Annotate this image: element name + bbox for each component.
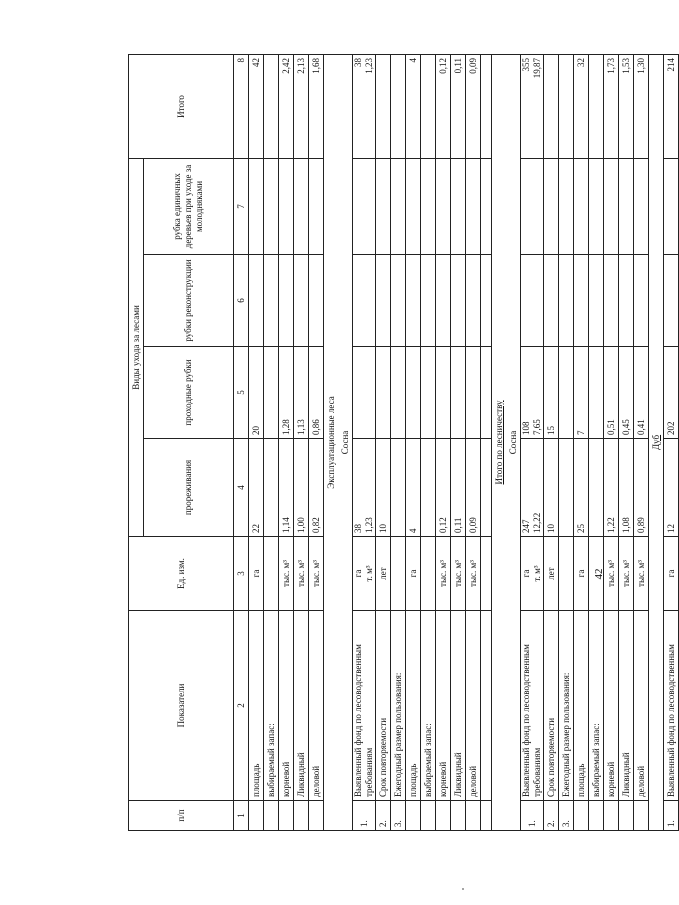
cell-single-tree bbox=[249, 158, 264, 254]
cell-single-tree bbox=[521, 158, 544, 254]
cell-passage: 202 bbox=[664, 347, 679, 439]
cell-thinning: 1,14 bbox=[279, 439, 294, 537]
cell-total: 355 19,87 bbox=[521, 54, 544, 158]
cell-unit: тыс. м³ bbox=[436, 537, 451, 611]
cell-passage: 20 bbox=[249, 347, 264, 439]
cell-passage: 0,45 bbox=[619, 347, 634, 439]
cell-num: 2. bbox=[376, 801, 391, 831]
index-cell: 8 bbox=[234, 54, 249, 158]
cell-indicator: корневой bbox=[604, 611, 619, 801]
table-row bbox=[521, 54, 544, 830]
index-cell: 4 bbox=[234, 439, 249, 537]
cell-reconstruction bbox=[664, 255, 679, 347]
cell-num: 1. bbox=[521, 801, 544, 831]
index-cell: 3 bbox=[234, 537, 249, 611]
cell-passage: 1,28 bbox=[279, 347, 294, 439]
cell-reconstruction bbox=[619, 255, 634, 347]
cell-reconstruction bbox=[466, 255, 481, 347]
section-title: Эксплуатационные леса bbox=[325, 396, 336, 489]
cell-single-tree bbox=[664, 158, 679, 254]
cell-num: 3. bbox=[391, 801, 406, 831]
empty-cell bbox=[481, 158, 492, 254]
cell-indicator: Ежегодный размер пользования: bbox=[559, 611, 574, 801]
cell-indicator: корневой bbox=[279, 611, 294, 801]
cell-reconstruction bbox=[436, 255, 451, 347]
header-total: Итого bbox=[129, 54, 234, 158]
cell-passage bbox=[466, 347, 481, 439]
cell-num bbox=[249, 801, 264, 831]
cell-reconstruction bbox=[406, 255, 421, 347]
table-row bbox=[604, 54, 619, 830]
cell-num: 1. bbox=[664, 801, 679, 831]
cell-thinning bbox=[421, 439, 436, 537]
cell-unit: га т. м³ bbox=[353, 537, 376, 611]
cell-reconstruction bbox=[521, 255, 544, 347]
table-row bbox=[664, 54, 679, 830]
cell-num bbox=[279, 801, 294, 831]
cell-unit bbox=[391, 537, 406, 611]
empty-cell bbox=[481, 801, 492, 831]
table-row bbox=[406, 54, 421, 830]
cell-indicator: Ежегодный размер пользования: bbox=[391, 611, 406, 801]
empty-cell bbox=[481, 255, 492, 347]
cell-single-tree bbox=[574, 158, 589, 254]
cell-passage bbox=[436, 347, 451, 439]
cell-single-tree bbox=[544, 158, 559, 254]
section-cell bbox=[506, 54, 521, 830]
cell-passage bbox=[391, 347, 406, 439]
table-row bbox=[451, 54, 466, 830]
cell-unit: лет bbox=[544, 537, 559, 611]
cell-total: 0,09 bbox=[466, 54, 481, 158]
cell-num bbox=[466, 801, 481, 831]
cell-indicator: выбираемый запас: bbox=[264, 611, 279, 801]
cell-thinning: 1,00 bbox=[294, 439, 309, 537]
cell-passage: 108 7,65 bbox=[521, 347, 544, 439]
table-row bbox=[294, 54, 309, 830]
cell-num bbox=[634, 801, 649, 831]
cell-indicator: Срок повторяемости bbox=[376, 611, 391, 801]
cell-total: 42 bbox=[249, 54, 264, 158]
cell-passage bbox=[559, 347, 574, 439]
cell-single-tree bbox=[436, 158, 451, 254]
cell-thinning: 38 1,23 bbox=[353, 439, 376, 537]
cell-total: 1,68 bbox=[309, 54, 324, 158]
table-row bbox=[249, 54, 264, 830]
cell-total bbox=[544, 54, 559, 158]
table-row bbox=[421, 54, 436, 830]
cell-num bbox=[436, 801, 451, 831]
cell-single-tree bbox=[376, 158, 391, 254]
cell-unit: тыс. м³ bbox=[294, 537, 309, 611]
cell-total: 38 1,23 bbox=[353, 54, 376, 158]
rotated-table-wrapper bbox=[128, 55, 676, 831]
cell-passage: 0,86 bbox=[309, 347, 324, 439]
cell-passage: 0,51 bbox=[604, 347, 619, 439]
section-title: Дуб bbox=[650, 434, 661, 451]
section-row bbox=[649, 54, 664, 830]
cell-num bbox=[406, 801, 421, 831]
cell-unit: га bbox=[249, 537, 264, 611]
cell-reconstruction bbox=[559, 255, 574, 347]
cell-total: 32 bbox=[574, 54, 589, 158]
header-single-tree-cutting: рубка единичных деревьев при уходе за молодняками bbox=[144, 158, 234, 254]
cell-thinning: 247 12,22 bbox=[521, 439, 544, 537]
cell-passage bbox=[421, 347, 436, 439]
cell-num bbox=[574, 801, 589, 831]
spacer-row bbox=[481, 54, 492, 830]
cell-thinning: 22 bbox=[249, 439, 264, 537]
cell-thinning: 0,89 bbox=[634, 439, 649, 537]
cell-reconstruction bbox=[249, 255, 264, 347]
cell-num bbox=[451, 801, 466, 831]
table-row bbox=[264, 54, 279, 830]
cell-indicator: площадь bbox=[574, 611, 589, 801]
section-title: Итого по лесничеству bbox=[493, 400, 504, 485]
cell-single-tree bbox=[619, 158, 634, 254]
section-cell bbox=[324, 54, 339, 830]
section-title: Сосна bbox=[507, 430, 518, 455]
header-group-care-types: Виды ухода за лесами bbox=[129, 158, 144, 536]
cell-single-tree bbox=[451, 158, 466, 254]
header-passage-cutting: проходные рубки bbox=[144, 347, 234, 439]
empty-cell bbox=[481, 54, 492, 158]
cell-unit bbox=[421, 537, 436, 611]
header-thinning: прореживания bbox=[144, 439, 234, 537]
table-body bbox=[249, 54, 679, 830]
table-row bbox=[559, 54, 574, 830]
index-row bbox=[234, 54, 249, 830]
header-indicators: Показатели bbox=[129, 611, 234, 801]
table-row bbox=[466, 54, 481, 830]
empty-cell bbox=[481, 611, 492, 801]
cell-thinning bbox=[589, 439, 604, 537]
index-cell: 7 bbox=[234, 158, 249, 254]
cell-passage: 15 bbox=[544, 347, 559, 439]
cell-total: 4 bbox=[406, 54, 421, 158]
cell-reconstruction bbox=[421, 255, 436, 347]
cell-single-tree bbox=[294, 158, 309, 254]
header-reconstruction-cutting: рубки реконструкции bbox=[144, 255, 234, 347]
table-row bbox=[589, 54, 604, 830]
cell-unit bbox=[559, 537, 574, 611]
table-row bbox=[279, 54, 294, 830]
cell-unit: тыс. м³ bbox=[619, 537, 634, 611]
scan-speck bbox=[462, 888, 464, 890]
cell-unit bbox=[264, 537, 279, 611]
cell-total bbox=[264, 54, 279, 158]
cell-num bbox=[421, 801, 436, 831]
cell-total: 1,73 bbox=[604, 54, 619, 158]
cell-single-tree bbox=[309, 158, 324, 254]
cell-indicator: деловой bbox=[309, 611, 324, 801]
section-row bbox=[492, 54, 507, 830]
cell-unit: тыс. м³ bbox=[634, 537, 649, 611]
table-row bbox=[391, 54, 406, 830]
cell-unit: га bbox=[664, 537, 679, 611]
cell-single-tree bbox=[589, 158, 604, 254]
cell-passage bbox=[353, 347, 376, 439]
cell-reconstruction bbox=[634, 255, 649, 347]
cell-thinning: 0,11 bbox=[451, 439, 466, 537]
cell-unit: лет bbox=[376, 537, 391, 611]
cell-total: 0,12 bbox=[436, 54, 451, 158]
cell-thinning: 12 bbox=[664, 439, 679, 537]
cell-num: 2. bbox=[544, 801, 559, 831]
cell-single-tree bbox=[353, 158, 376, 254]
empty-cell bbox=[481, 537, 492, 611]
cell-indicator: Выявленный фонд по лесоводственным требованиям bbox=[521, 611, 544, 801]
page-number: 42 bbox=[593, 568, 605, 580]
cell-single-tree bbox=[406, 158, 421, 254]
cell-num bbox=[294, 801, 309, 831]
section-row bbox=[338, 54, 353, 830]
cell-reconstruction bbox=[544, 255, 559, 347]
table-row bbox=[309, 54, 324, 830]
cell-num: 3. bbox=[559, 801, 574, 831]
cell-single-tree bbox=[391, 158, 406, 254]
cell-passage bbox=[589, 347, 604, 439]
cell-total: 0,11 bbox=[451, 54, 466, 158]
cell-passage: 1,13 bbox=[294, 347, 309, 439]
cell-indicator: выбираемый запас: bbox=[421, 611, 436, 801]
cell-unit: га bbox=[406, 537, 421, 611]
cell-thinning: 0,09 bbox=[466, 439, 481, 537]
index-cell: 2 bbox=[234, 611, 249, 801]
cell-unit: га bbox=[574, 537, 589, 611]
cell-passage bbox=[264, 347, 279, 439]
cell-reconstruction bbox=[279, 255, 294, 347]
cell-total bbox=[559, 54, 574, 158]
cell-reconstruction bbox=[309, 255, 324, 347]
section-row bbox=[506, 54, 521, 830]
index-cell: 6 bbox=[234, 255, 249, 347]
cell-total: 2,42 bbox=[279, 54, 294, 158]
index-cell: 1 bbox=[234, 801, 249, 831]
cell-total: 2,13 bbox=[294, 54, 309, 158]
cell-num bbox=[604, 801, 619, 831]
header-num: п/п bbox=[129, 801, 234, 831]
table-row bbox=[634, 54, 649, 830]
table-row bbox=[376, 54, 391, 830]
cell-indicator: корневой bbox=[436, 611, 451, 801]
cell-indicator: площадь bbox=[249, 611, 264, 801]
cell-thinning: 4 bbox=[406, 439, 421, 537]
forest-care-table bbox=[128, 54, 679, 831]
cell-single-tree bbox=[421, 158, 436, 254]
cell-num bbox=[619, 801, 634, 831]
cell-thinning: 1,08 bbox=[619, 439, 634, 537]
cell-indicator: Выявленный фонд по лесоводственным bbox=[664, 611, 679, 801]
cell-indicator: площадь bbox=[406, 611, 421, 801]
cell-reconstruction bbox=[294, 255, 309, 347]
cell-indicator: Ликвидный bbox=[619, 611, 634, 801]
cell-total: 214 bbox=[664, 54, 679, 158]
table-row bbox=[574, 54, 589, 830]
cell-thinning bbox=[264, 439, 279, 537]
cell-reconstruction bbox=[589, 255, 604, 347]
empty-cell bbox=[481, 347, 492, 439]
cell-total: 1,53 bbox=[619, 54, 634, 158]
cell-num bbox=[589, 801, 604, 831]
cell-unit: тыс. м³ bbox=[309, 537, 324, 611]
cell-reconstruction bbox=[376, 255, 391, 347]
cell-single-tree bbox=[559, 158, 574, 254]
cell-total bbox=[421, 54, 436, 158]
cell-thinning: 25 bbox=[574, 439, 589, 537]
cell-unit: га т. м³ bbox=[521, 537, 544, 611]
cell-single-tree bbox=[634, 158, 649, 254]
cell-passage: 7 bbox=[574, 347, 589, 439]
cell-thinning bbox=[391, 439, 406, 537]
cell-num bbox=[264, 801, 279, 831]
cell-single-tree bbox=[279, 158, 294, 254]
cell-thinning: 1,22 bbox=[604, 439, 619, 537]
cell-unit: тыс. м³ bbox=[466, 537, 481, 611]
header-unit: Ед. изм. bbox=[129, 537, 234, 611]
section-row bbox=[324, 54, 339, 830]
table-row bbox=[353, 54, 376, 830]
cell-thinning: 10 bbox=[544, 439, 559, 537]
cell-passage bbox=[451, 347, 466, 439]
cell-reconstruction bbox=[391, 255, 406, 347]
cell-reconstruction bbox=[604, 255, 619, 347]
cell-thinning bbox=[559, 439, 574, 537]
cell-reconstruction bbox=[264, 255, 279, 347]
cell-indicator: деловой bbox=[466, 611, 481, 801]
section-title: Сосна bbox=[339, 430, 350, 455]
cell-thinning: 0,12 bbox=[436, 439, 451, 537]
cell-total: 1,30 bbox=[634, 54, 649, 158]
table-row bbox=[436, 54, 451, 830]
cell-total bbox=[376, 54, 391, 158]
table-row bbox=[619, 54, 634, 830]
cell-single-tree bbox=[604, 158, 619, 254]
cell-indicator: Выявленный фонд по лесоводственным требованиям bbox=[353, 611, 376, 801]
section-cell bbox=[649, 54, 664, 830]
cell-reconstruction bbox=[574, 255, 589, 347]
cell-thinning: 10 bbox=[376, 439, 391, 537]
cell-num bbox=[309, 801, 324, 831]
cell-unit: тыс. м³ bbox=[604, 537, 619, 611]
cell-reconstruction bbox=[353, 255, 376, 347]
cell-single-tree bbox=[466, 158, 481, 254]
cell-indicator: деловой bbox=[634, 611, 649, 801]
cell-unit: тыс. м³ bbox=[279, 537, 294, 611]
section-cell bbox=[338, 54, 353, 830]
index-cell: 5 bbox=[234, 347, 249, 439]
cell-num: 1. bbox=[353, 801, 376, 831]
cell-indicator: выбираемый запас: bbox=[589, 611, 604, 801]
cell-reconstruction bbox=[451, 255, 466, 347]
cell-thinning: 0,82 bbox=[309, 439, 324, 537]
table-row bbox=[544, 54, 559, 830]
cell-single-tree bbox=[264, 158, 279, 254]
empty-cell bbox=[481, 439, 492, 537]
cell-total bbox=[589, 54, 604, 158]
cell-indicator: Ликвидный bbox=[294, 611, 309, 801]
cell-indicator: Срок повторяемости bbox=[544, 611, 559, 801]
cell-indicator: Ликвидный bbox=[451, 611, 466, 801]
cell-unit: тыс. м³ bbox=[451, 537, 466, 611]
cell-passage: 0,41 bbox=[634, 347, 649, 439]
table-header bbox=[129, 54, 249, 830]
cell-passage bbox=[406, 347, 421, 439]
cell-passage bbox=[376, 347, 391, 439]
cell-total bbox=[391, 54, 406, 158]
section-cell bbox=[492, 54, 507, 830]
